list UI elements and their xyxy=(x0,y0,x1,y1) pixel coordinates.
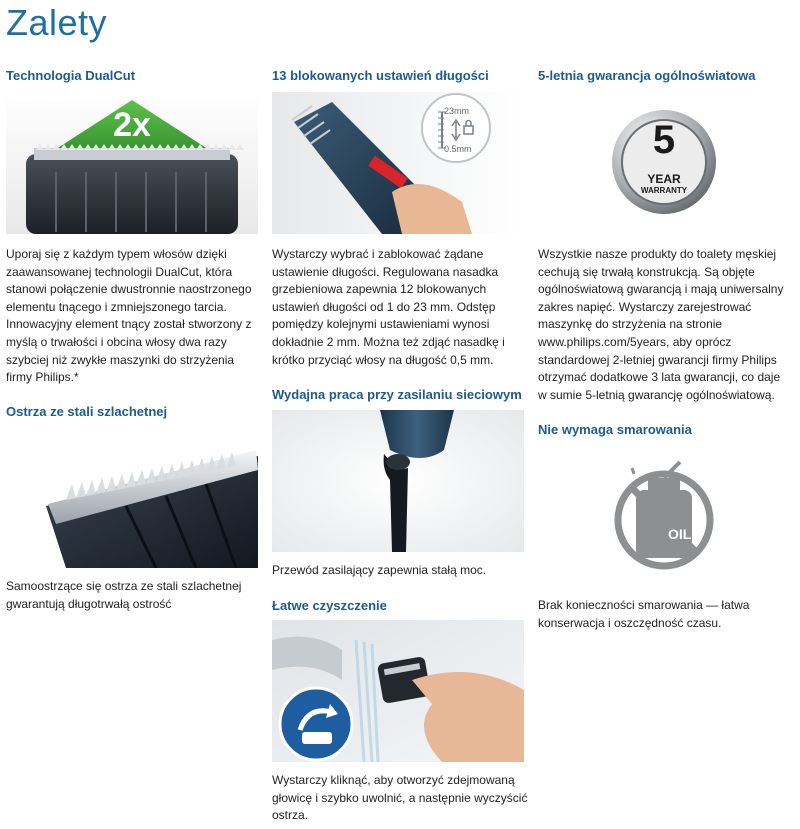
heading-lengths: 13 blokowanych ustawień długości xyxy=(272,68,489,83)
heading-warranty: 5-letnia gwarancja ogólnoświatowa xyxy=(538,68,756,83)
dualcut-text: Uporaj się z każdym typem włosów dzięki zaawansowanej technologii DualCut, która stanowi połączenie dwustronnie naostrzonego elementu tnącego i zmniejszonego tarcia. Innowacyjny element tnący został stworzony z myślą o trwałości i obcina włosy dwa razy szybciej niż zwykłe maszynki do strzyżenia firmy Philips.* xyxy=(6,247,252,385)
heading-cleaning: Łatwe czyszczenie xyxy=(272,598,387,613)
heading-dualcut: Technologia DualCut xyxy=(6,68,136,83)
oil-label: OIL xyxy=(668,526,692,542)
heading-corded: Wydajna praca przy zasilaniu sieciowym xyxy=(272,387,522,402)
page-title: Zalety xyxy=(6,2,108,43)
warranty-badge-image xyxy=(538,92,790,234)
cleaning-text: Wystarczy kliknąć, aby otworzyć zdejmowaną głowicę i szybko uwolnić, a następnie wyczyścić ostrza. xyxy=(272,773,528,823)
warranty-text: Wszystkie nasze produkty do toalety męskiej cechują się trwałą konstrukcją. Są objęte ogólnoświatową gwarancją i mają uniwersalny zakres napięć. Wystarczy zarejestrować maszynkę do strzyżenia na stronie www.philips.com/5years, aby oprócz standardowej 2-letniej gwarancji firmy Philips otrzymać dodatkowe 3 lata gwarancji, co daje w sumie 5-letnią gwarancję ogólnoświatową. xyxy=(538,247,784,402)
lengths-text: Wystarczy wybrać i zablokować żądane ustawienie długości. Regulowana nasadka grzebieniowa zapewnia 12 blokowanych ustawień długości od 1 do 23 mm. Odstęp pomiędzy kolejnymi ustawieniami wynosi dokładnie 2 mm. Można też zdjąć nasadkę i krótko przyciąć włosy na długość 0,5 mm. xyxy=(272,247,505,367)
warranty-word-year: YEAR xyxy=(647,172,681,186)
steel-text: Samoostrzące się ostrza ze stali szlachetnej gwarantują długotrwałą ostrość xyxy=(6,579,242,611)
steel-blades-image xyxy=(6,426,258,568)
corded-text: Przewód zasilający zapewnia stałą moc. xyxy=(272,563,487,577)
scale-top-label: 23mm xyxy=(444,106,470,116)
heading-nooil: Nie wymaga smarowania xyxy=(538,422,692,437)
click-open-icon xyxy=(280,688,352,760)
scale-bottom-label: 0.5mm xyxy=(444,144,472,154)
dualcut-badge: 2x xyxy=(113,106,151,144)
length-settings-image xyxy=(272,92,524,234)
warranty-number: 5 xyxy=(652,118,676,162)
no-oil-image xyxy=(538,446,790,588)
easy-cleaning-image xyxy=(272,620,524,762)
warranty-word-warranty: WARRANTY xyxy=(640,186,688,195)
dualcut-image xyxy=(6,92,258,234)
heading-steel: Ostrza ze stali szlachetnej xyxy=(6,404,168,419)
power-cord-image xyxy=(272,410,524,552)
nooil-text: Brak konieczności smarowania — łatwa konserwacja i oszczędność czasu. xyxy=(538,598,750,630)
